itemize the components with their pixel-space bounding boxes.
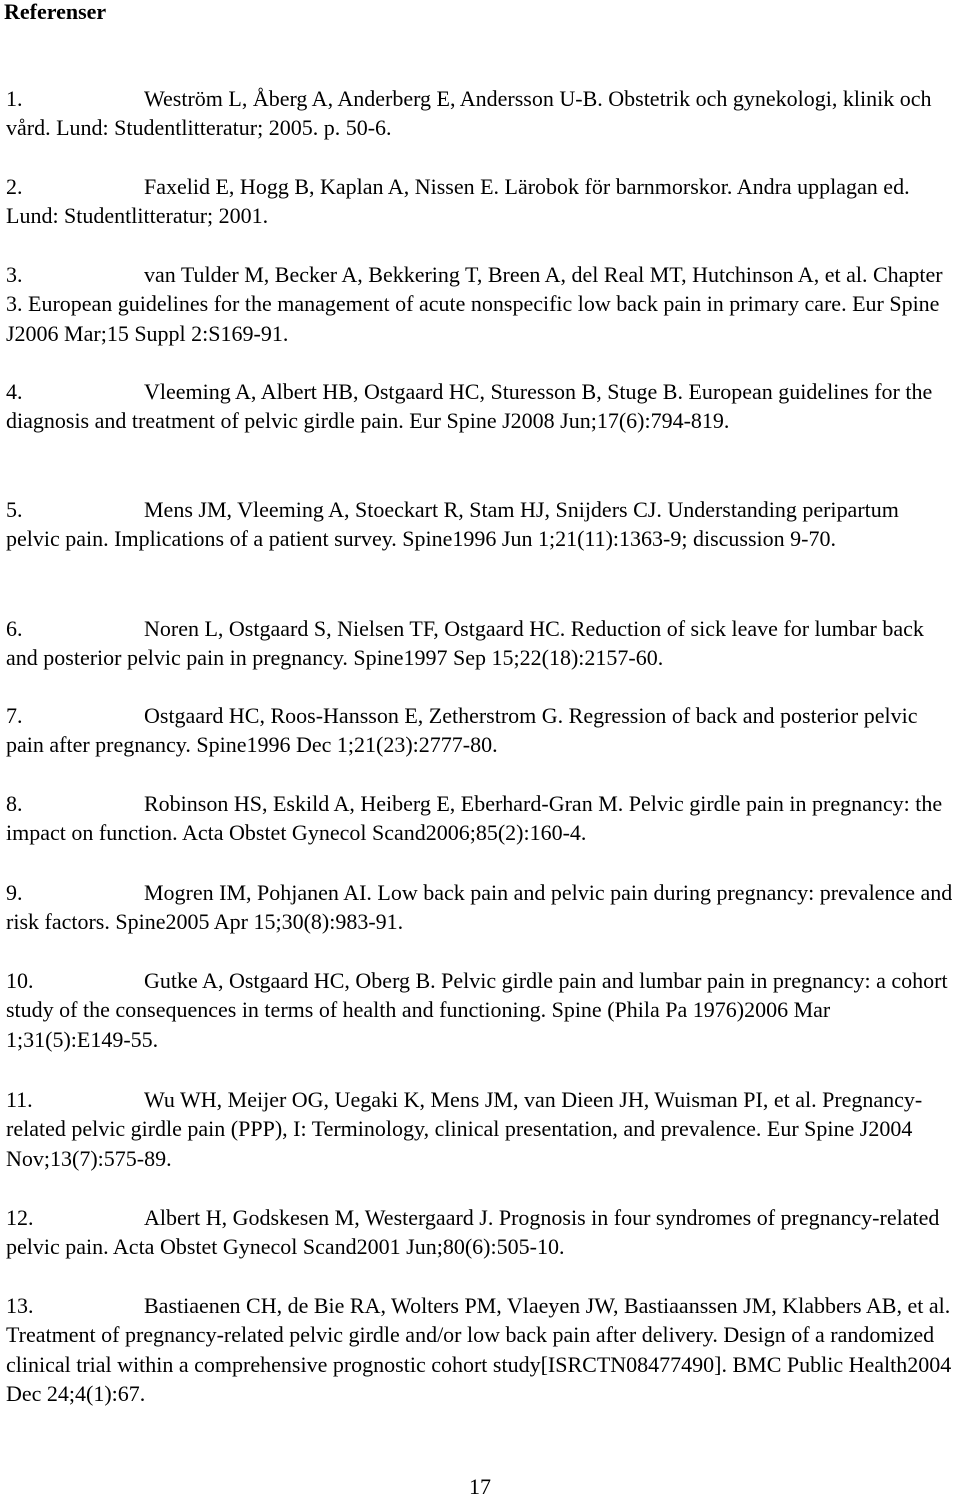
reference-text: Ostgaard HC, Roos-Hansson E, Zetherstrom G. Regression of back and posterior pelvic pain after pregnancy. Spine1996 Dec 1;21(23):2777-80. xyxy=(6,703,918,758)
reference-text: Vleeming A, Albert HB, Ostgaard HC, Sturesson B, Stuge B. European guidelines for the diagnosis and treatment of pelvic girdle pain. Eur Spine J2008 Jun;17(6):794-819. xyxy=(6,379,933,434)
reference-number: 10. xyxy=(6,968,34,993)
reference-text: van Tulder M, Becker A, Bekkering T, Breen A, del Real MT, Hutchinson A, et al. Chapter 3. European guidelines for the management of acute nonspecific low back pain in primary care. Eur Spine J2006 Mar;15 Suppl 2:S169-91. xyxy=(6,262,943,346)
reference-number: 3. xyxy=(6,262,23,287)
reference-number: 5. xyxy=(6,497,23,522)
reference-text: Bastiaenen CH, de Bie RA, Wolters PM, Vlaeyen JW, Bastiaanssen JM, Klabbers AB, et al. Treatment of pregnancy-related pelvic girdle and/or low back pain after delivery. Design of a randomized clinical trial within a comprehensive prognostic cohort study[ISRCTN08477490]. BMC Public Health2004 Dec 24;4(1):67. xyxy=(6,1293,952,1407)
reference-number: 2. xyxy=(6,174,23,199)
reference-item xyxy=(6,1291,954,1409)
reference-number: 13. xyxy=(6,1293,34,1318)
reference-number: 1. xyxy=(6,86,23,111)
reference-item xyxy=(6,1203,954,1262)
reference-item xyxy=(6,614,954,673)
reference-number: 7. xyxy=(6,703,23,728)
reference-text: Robinson HS, Eskild A, Heiberg E, Eberhard-Gran M. Pelvic girdle pain in pregnancy: the impact on function. Acta Obstet Gynecol Scand2006;85(2):160-4. xyxy=(6,791,943,846)
reference-number: 4. xyxy=(6,379,23,404)
reference-text: Wu WH, Meijer OG, Uegaki K, Mens JM, van Dieen JH, Wuisman PI, et al. Pregnancy-related pelvic girdle pain (PPP), I: Terminology, clinical presentation, and prevalence. Eur Spine J2004 Nov;13(7):575-89. xyxy=(6,1087,923,1171)
reference-item xyxy=(6,260,954,348)
page-title: Referenser xyxy=(4,0,107,24)
reference-number: 9. xyxy=(6,880,23,905)
reference-text: Gutke A, Ostgaard HC, Oberg B. Pelvic girdle pain and lumbar pain in pregnancy: a cohort study of the consequences in terms of health and functioning. Spine (Phila Pa 1976)2006 Mar 1;31(5):E149-55. xyxy=(6,968,948,1052)
reference-number: 11. xyxy=(6,1087,33,1112)
reference-text: Weström L, Åberg A, Anderberg E, Andersson U-B. Obstetrik och gynekologi, klinik och vård. Lund: Studentlitteratur; 2005. p. 50-6. xyxy=(6,86,932,141)
reference-text: Faxelid E, Hogg B, Kaplan A, Nissen E. Lärobok för barnmorskor. Andra upplagan ed. Lund: Studentlitteratur; 2001. xyxy=(6,174,910,229)
reference-number: 12. xyxy=(6,1205,34,1230)
page-number: 17 xyxy=(469,1474,491,1499)
reference-text: Noren L, Ostgaard S, Nielsen TF, Ostgaard HC. Reduction of sick leave for lumbar back and posterior pelvic pain in pregnancy. Spine1997 Sep 15;22(18):2157-60. xyxy=(6,616,924,671)
reference-number: 6. xyxy=(6,616,23,641)
reference-text: Mogren IM, Pohjanen AI. Low back pain and pelvic pain during pregnancy: prevalence and risk factors. Spine2005 Apr 15;30(8):983-91. xyxy=(6,880,953,935)
reference-item xyxy=(6,1085,954,1173)
reference-item xyxy=(6,495,954,554)
reference-item xyxy=(6,172,954,231)
reference-item xyxy=(6,377,954,436)
reference-item xyxy=(6,84,954,143)
reference-number: 8. xyxy=(6,791,23,816)
reference-item xyxy=(6,789,954,848)
reference-item xyxy=(6,966,954,1054)
reference-text: Mens JM, Vleeming A, Stoeckart R, Stam HJ, Snijders CJ. Understanding peripartum pelvic pain. Implications of a patient survey. Spine1996 Jun 1;21(11):1363-9; discussion 9-70. xyxy=(6,497,899,552)
reference-text: Albert H, Godskesen M, Westergaard J. Prognosis in four syndromes of pregnancy-related pelvic pain. Acta Obstet Gynecol Scand2001 Jun;80(6):505-10. xyxy=(6,1205,940,1260)
reference-item xyxy=(6,701,954,760)
reference-item xyxy=(6,878,954,937)
